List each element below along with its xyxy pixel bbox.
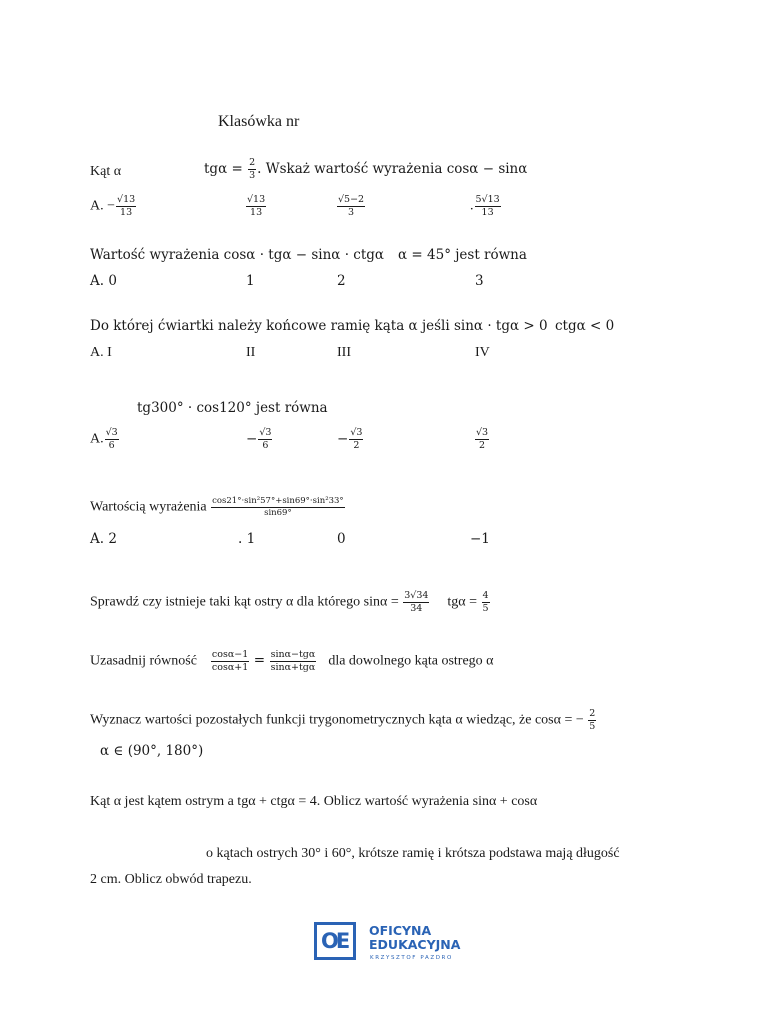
q7-tail: dla dowolnego kąta ostrego α (328, 653, 494, 669)
q3-text: Do której ćwiartki należy końcowe ramię kąta α jeśli sinα · tgα > 0 (90, 318, 548, 334)
q8-text: Wyznacz wartości pozostałych funkcji trygonometrycznych kąta α wiedząc, że cosα = − (90, 712, 584, 728)
q2-option-a: A. 0 (90, 273, 117, 289)
q4-option-b: − $\frac{√3}{6}$ (246, 427, 272, 451)
q1-angle-label: Kąt α (90, 164, 122, 179)
q5-text: Wartością wyrażenia (90, 499, 207, 515)
q6-sin-fraction: $\frac{3√34}{34}$ (404, 590, 429, 614)
logo-subtitle: KRZYSZTOF PAZDRO (370, 955, 453, 961)
q10-line-1: o kątach ostrych 30° i 60°, krótsze ramię i krótsza podstawa mają długość (206, 846, 620, 861)
q4-text: tg300° · cos120° jest równa (137, 400, 328, 416)
q5-option-a: A. 2 (90, 531, 117, 547)
q5-option-d: −1 (470, 531, 490, 547)
q4-option-d: $\frac{√3}{2}$ (476, 427, 489, 451)
q1-option-c: $\frac{√5-2}{3}$ (338, 194, 365, 218)
q3-option-c: III (337, 345, 351, 360)
publisher-logo (314, 922, 462, 966)
logo-name: OFICYNA EDUKACYJNA (369, 923, 461, 952)
q5-text-row (90, 497, 346, 518)
q1-condition (204, 158, 527, 181)
q6-tg-label: tgα = (447, 594, 478, 610)
q8-range: α ∈ (90°, 180°) (100, 743, 204, 759)
q7-left-fraction: $\frac{\cos\alpha-1}{\cos\alpha+1}$ (211, 649, 249, 673)
q4-option-a: A. $\frac{√3}{6}$ (90, 427, 118, 451)
q1-tg-fraction: $\frac{2}{3}$ (249, 157, 256, 181)
q7-equals: = (253, 652, 266, 669)
q1-instruction: . Wskaż wartość wyrażenia cosα − sinα (257, 160, 528, 177)
logo-icon: OE (314, 922, 356, 960)
q3-option-d: IV (475, 345, 490, 360)
page-title: Klasówka nr (218, 113, 300, 130)
q1-option-d: . $\frac{5√13}{13}$ (470, 194, 500, 218)
q2-condition: α = 45° jest równa (398, 247, 527, 263)
q3-condition: ctgα < 0 (555, 318, 615, 334)
q1-option-b: $\frac{√13}{13}$ (247, 194, 266, 218)
q1-option-a-fraction: $\frac{√13}{13}$ (117, 194, 136, 218)
q10-line-2: 2 cm. Oblicz obwód trapezu. (90, 872, 252, 887)
q2-option-c: 2 (337, 273, 346, 289)
q2-option-d: 3 (475, 273, 484, 289)
q5-option-b: . 1 (238, 531, 256, 547)
q1-tg-label: tgα = (204, 160, 243, 177)
q8-cos-fraction: $\frac{2}{5}$ (589, 708, 596, 732)
q3-option-a: A. I (90, 345, 112, 360)
q2-text: Wartość wyrażenia cosα · tgα − sinα · ctgα (90, 247, 385, 263)
q3-option-b: II (246, 345, 256, 360)
q5-expression-fraction: $\frac{\text{cos21°·sin²57°+sin69°·sin²33°}}{\sin 69^\circ}$ (212, 496, 344, 518)
question-9: Kąt α jest kątem ostrym a tgα + ctgα = 4. Oblicz wartość wyrażenia sinα + cosα (90, 794, 538, 809)
q8-text-row (90, 709, 597, 732)
q4-option-c: − $\frac{√3}{2}$ (337, 427, 363, 451)
q7-text: Uzasadnij równość (90, 653, 197, 669)
q5-option-c: 0 (337, 531, 346, 547)
q6-tg-fraction: $\frac{4}{5}$ (482, 590, 489, 614)
q7-right-fraction: $\frac{\text{sinα−tgα}}{\text{sinα+tgα}}$ (270, 649, 316, 673)
question-7 (90, 650, 494, 673)
question-6 (90, 591, 491, 614)
q1-option-a: A. − $\frac{√13}{13}$ (90, 194, 136, 218)
q2-option-b: 1 (246, 273, 255, 289)
q6-text: Sprawdź czy istnieje taki kąt ostry α dla którego sinα = (90, 594, 399, 610)
